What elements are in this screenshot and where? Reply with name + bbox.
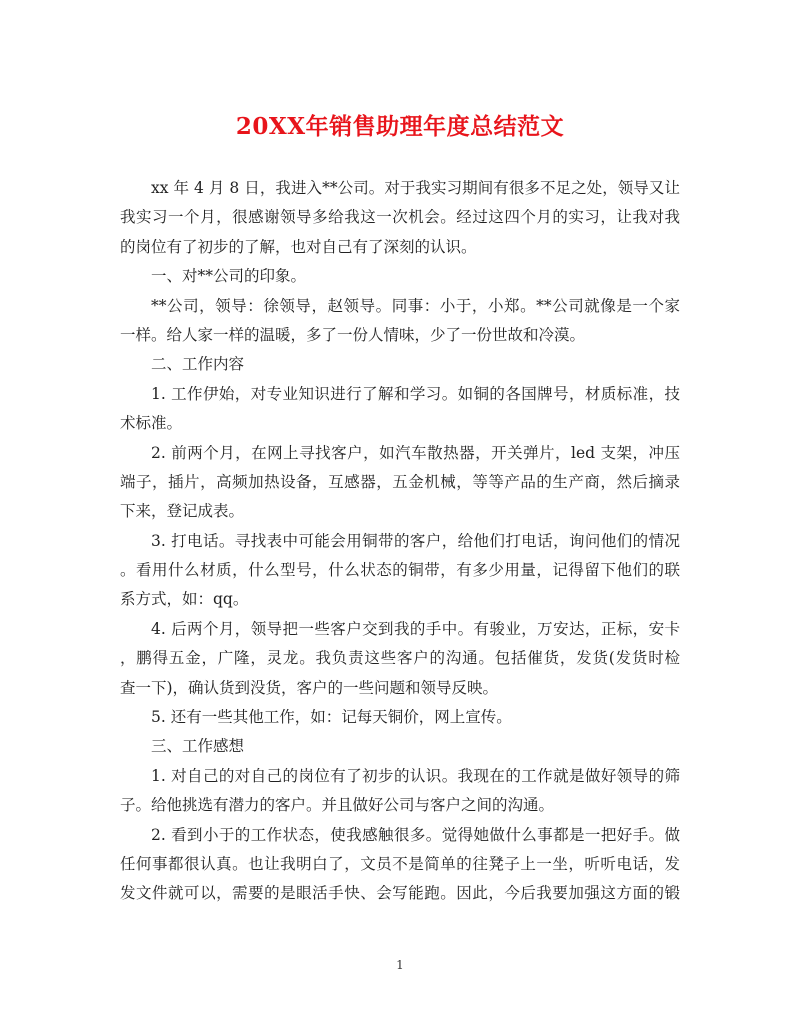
- text-line: 查一下)，确认货到没货，客户的一些问题和领导反映。: [120, 678, 499, 697]
- text-line: 1. 对自己的对自己的岗位有了初步的认识。我现在的工作就是做好领导的筛: [151, 766, 680, 785]
- section-heading: 三、工作感想: [151, 737, 245, 756]
- text-line: 下来，登记成表。: [120, 502, 245, 521]
- text-line: 4. 后两个月，领导把一些客户交到我的手中。有骏业，万安达，正标，安卡: [151, 619, 680, 638]
- text-line: **公司，领导：徐领导，赵领导。同事：小于，小郑。**公司就像是一个家: [151, 296, 680, 315]
- text-line: 端子，插片，高频加热设备，互感器，五金机械，等等产品的生产商，然后摘录: [120, 472, 680, 491]
- text-line: 。看用什么材质，什么型号，什么状态的铜带，有多少用量，记得留下他们的联: [120, 561, 680, 580]
- text-line: 发文件就可以，需要的是眼活手快、会写能跑。因此，今后我要加强这方面的锻: [120, 884, 680, 903]
- document-title: 20XX年销售助理年度总结范文: [235, 113, 565, 140]
- text-line: 系方式，如：qq。: [120, 590, 249, 609]
- text-line: 的岗位有了初步的了解，也对自己有了深刻的认识。: [120, 237, 477, 256]
- text-line: 5. 还有一些其他工作，如：记每天铜价，网上宣传。: [151, 708, 512, 727]
- text-line: 子。给他挑选有潜力的客户。并且做好公司与客户之间的沟通。: [120, 796, 555, 815]
- section-heading: 一、对**公司的印象。: [151, 267, 307, 286]
- text-line: 1. 工作伊始，对专业知识进行了解和学习。如铜的各国牌号，材质标准，技: [151, 384, 680, 403]
- text-line: 2. 前两个月，在网上寻找客户，如汽车散热器，开关弹片，led 支架，冲压: [151, 443, 680, 462]
- text-line: 一样。给人家一样的温暖，多了一份人情味，少了一份世故和冷漠。: [120, 325, 586, 344]
- section-heading: 二、工作内容: [151, 355, 245, 374]
- text-line: xx 年 4 月 8 日，我进入**公司。对于我实习期间有很多不足之处，领导又让: [151, 179, 680, 197]
- text-line: 任何事都很认真。也让我明白了，文员不是简单的往凳子上一坐，听听电话，发: [120, 854, 680, 873]
- text-line: ，鹏得五金，广隆，灵龙。我负责这些客户的沟通。包括催货，发货(发货时检: [120, 649, 680, 668]
- text-line: 术标准。: [120, 414, 183, 433]
- text-line: 我实习一个月，很感谢领导多给我这一次机会。经过这四个月的实习，让我对我: [120, 208, 680, 227]
- page-number: 1: [396, 958, 404, 972]
- text-line: 2. 看到小于的工作状态，使我感触很多。觉得她做什么事都是一把好手。做: [151, 825, 680, 844]
- text-line: 3. 打电话。寻找表中可能会用铜带的客户，给他们打电话，询问他们的情况: [151, 531, 680, 550]
- document-body: [120, 174, 680, 909]
